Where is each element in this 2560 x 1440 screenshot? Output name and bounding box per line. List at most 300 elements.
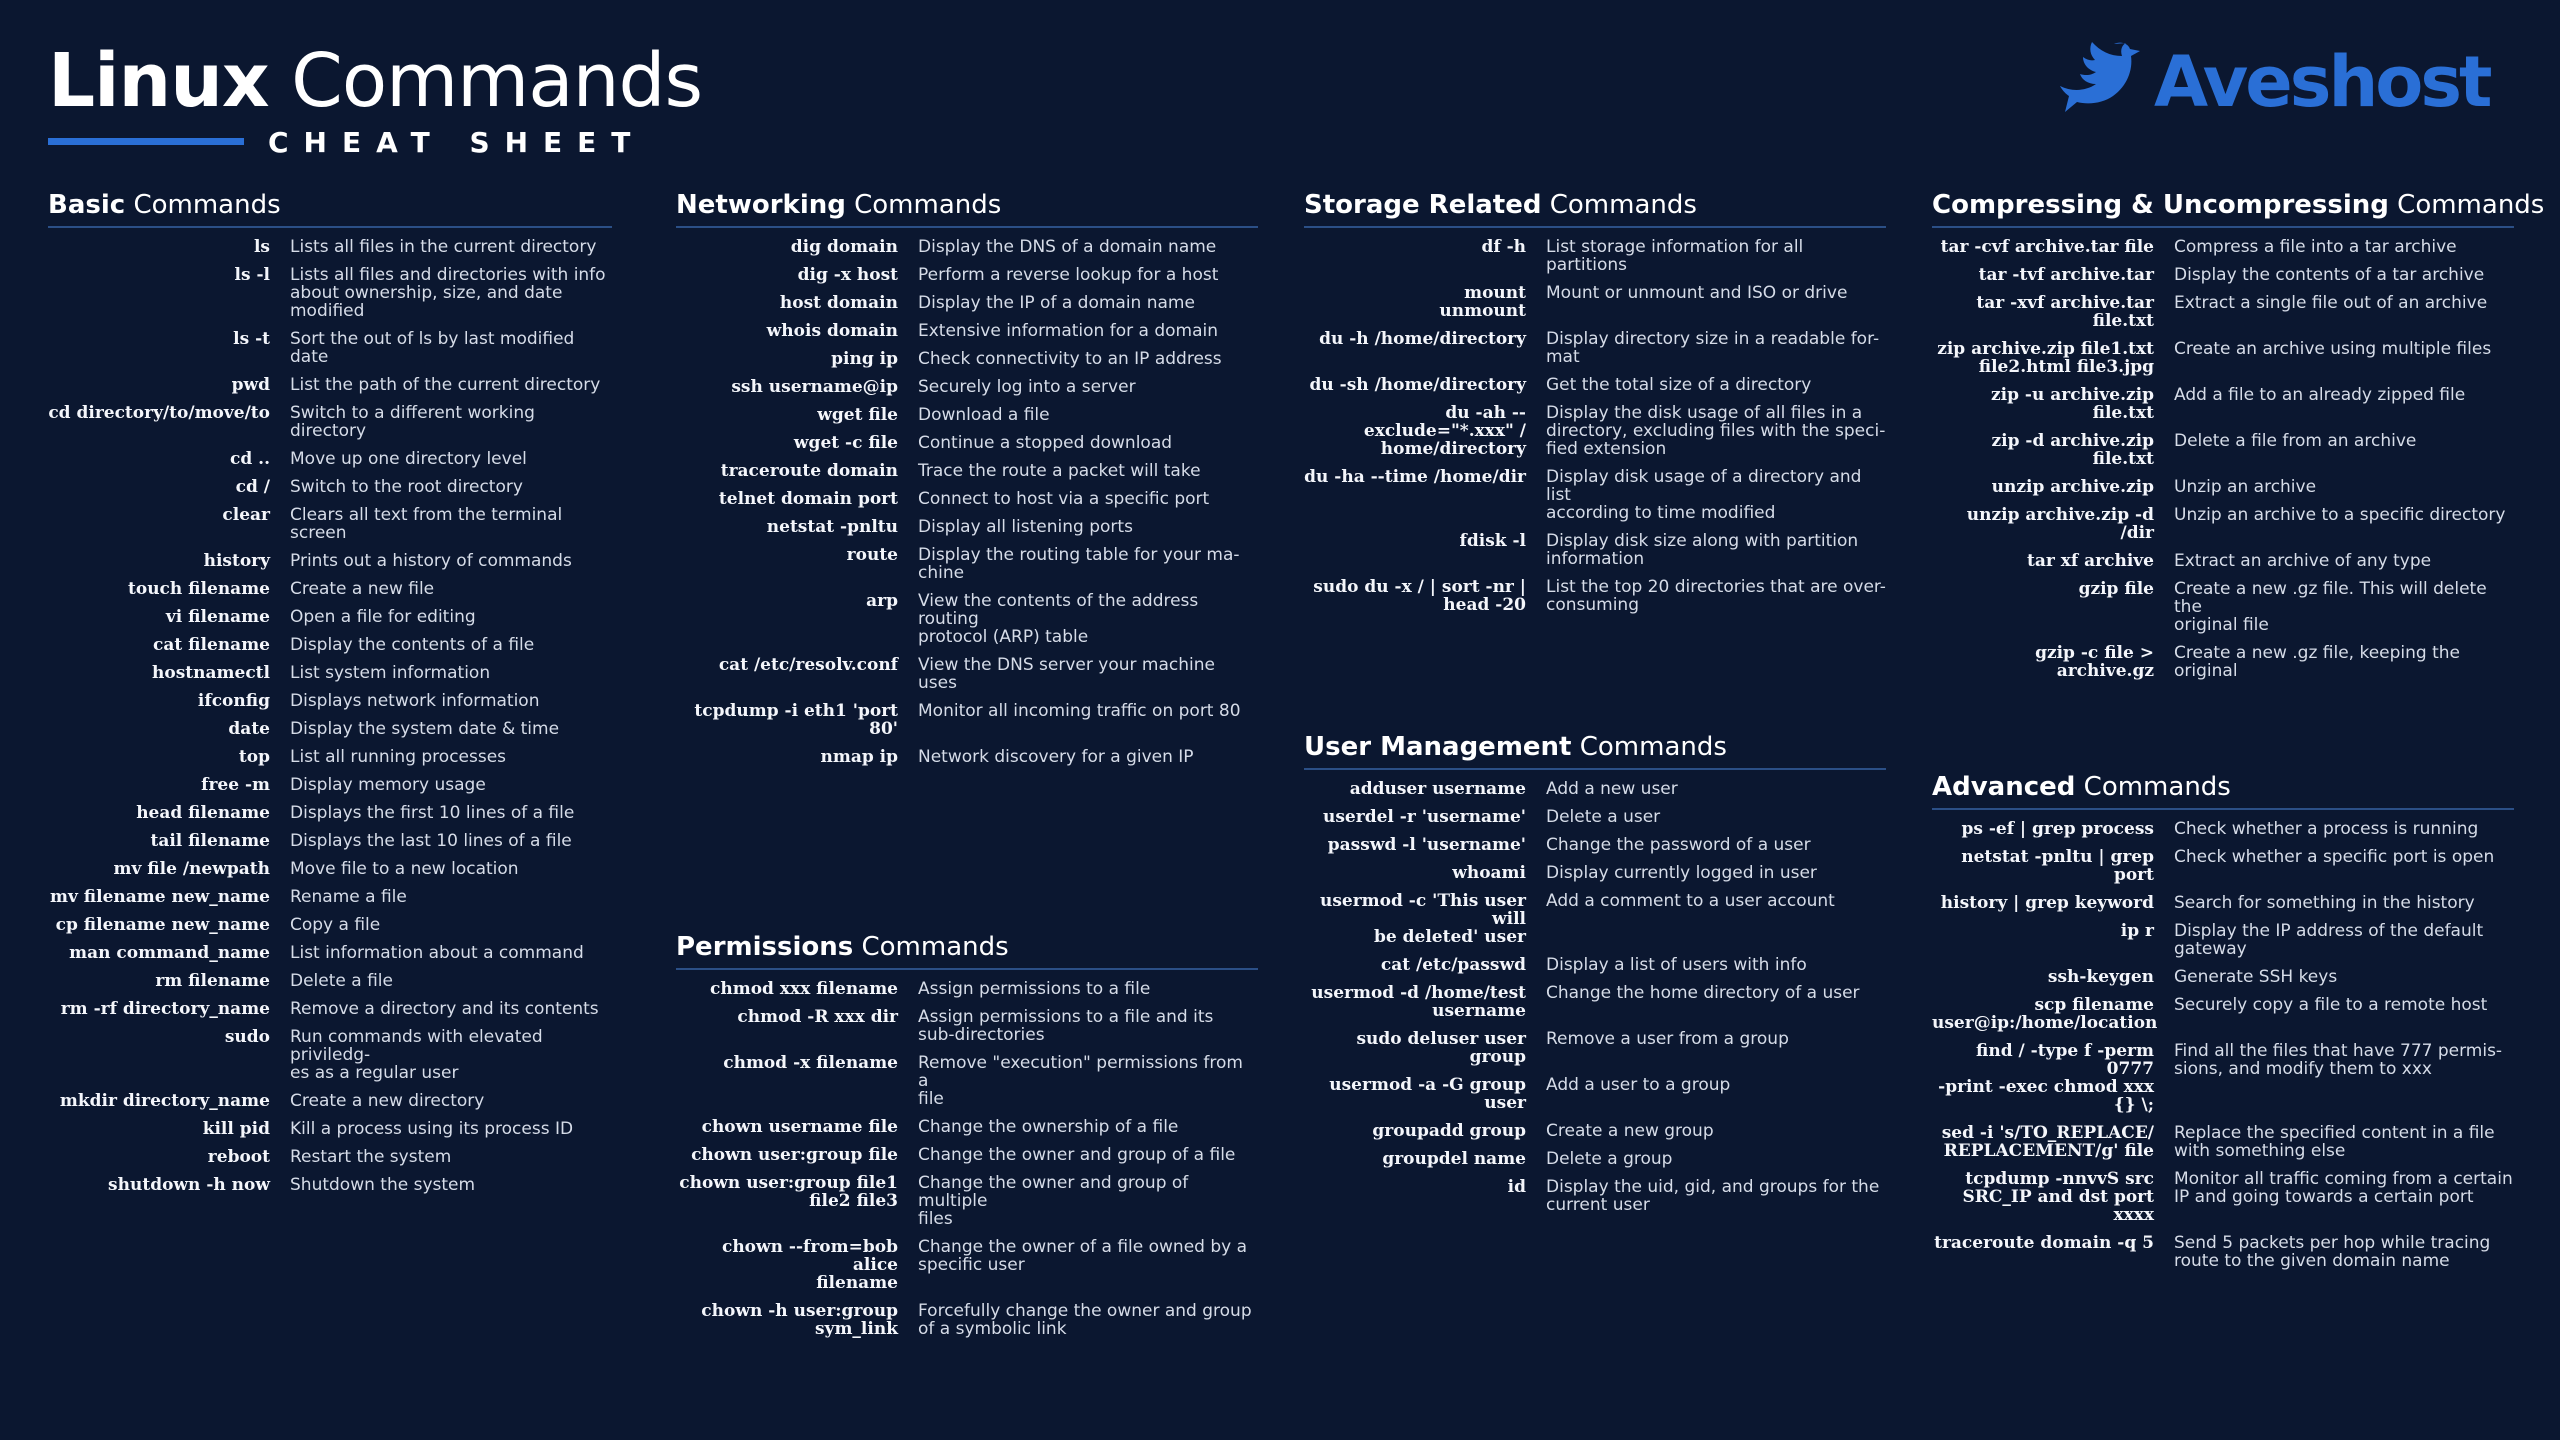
command-text: chown -h user:group sym_link [701, 1301, 898, 1339]
command-text: zip archive.zip file1.txt file2.html file3.jpg [1937, 339, 2154, 377]
command-text: tail filename [150, 831, 270, 851]
command-text: tar -xvf archive.tar file.txt [1976, 293, 2154, 331]
command-description: Displays network information [290, 691, 540, 711]
command-text: chmod -R xxx dir [737, 1007, 898, 1027]
command-description: Securely log into a server [918, 377, 1136, 397]
command-text: usermod -d /home/test username [1311, 983, 1526, 1021]
section-heading-rest: Commands [1579, 732, 1727, 762]
command-row [1932, 506, 2514, 542]
command-text: ls -t [233, 329, 270, 349]
command-text: sed -i 's/TO_REPLACE/ REPLACEMENT/g' file [1941, 1123, 2154, 1161]
command-description: Forcefully change the owner and group of a symbolic link [918, 1301, 1252, 1339]
command-text: mv file /newpath [113, 859, 270, 879]
command-text: ifconfig [197, 691, 270, 711]
command-description: Switch to a different working directory [290, 403, 535, 441]
section-heading [676, 930, 1258, 970]
command-description: Change the ownership of a file [918, 1117, 1179, 1137]
command-description: Shutdown the system [290, 1175, 476, 1195]
command-row [676, 1302, 1258, 1338]
command-description: Open a file for editing [290, 607, 476, 627]
command-row [676, 1146, 1258, 1164]
command-row [1304, 330, 1886, 366]
section-heading-rest: Commands [861, 932, 1009, 962]
command-description: Download a file [918, 405, 1050, 425]
command-description: Display all listening ports [918, 517, 1133, 537]
command-text: chown --from=bob alice filename [721, 1237, 898, 1293]
command-text: unzip archive.zip -d /dir [1966, 505, 2154, 543]
command-description: Send 5 packets per hop while tracing route to the given domain name [2174, 1233, 2491, 1271]
command-description: Change the password of a user [1546, 835, 1811, 855]
command-list [1932, 238, 2514, 680]
command-description: Display directory size in a readable for- mat [1546, 329, 1880, 367]
command-description: Display memory usage [290, 775, 486, 795]
command-description: Add a file to an already zipped file [2174, 385, 2466, 405]
command-description: Check whether a process is running [2174, 819, 2479, 839]
command-text: groupdel name [1382, 1149, 1526, 1169]
command-row [48, 238, 612, 256]
command-row [676, 656, 1258, 692]
command-description: Create a new group [1546, 1121, 1714, 1141]
command-text: mount unmount [1439, 283, 1526, 321]
command-row [1304, 1122, 1886, 1140]
command-row [48, 916, 612, 934]
command-description: Unzip an archive to a specific directory [2174, 505, 2506, 525]
command-row [48, 478, 612, 496]
section-heading-rest: Commands [2397, 190, 2545, 220]
command-row [48, 1120, 612, 1138]
command-row [1304, 468, 1886, 522]
command-row [48, 404, 612, 440]
command-description: Continue a stopped download [918, 433, 1173, 453]
command-description: Display disk size along with partition information [1546, 531, 1859, 569]
command-text: ip r [2120, 921, 2154, 941]
command-text: ping ip [831, 349, 898, 369]
command-text: cd .. [230, 449, 270, 469]
command-description: Extensive information for a domain [918, 321, 1218, 341]
section-heading-bold: Compressing & Uncompressing [1932, 190, 2389, 220]
section-basic-commands [48, 188, 612, 1194]
command-row [48, 330, 612, 366]
command-row [1932, 820, 2514, 838]
command-description: List system information [290, 663, 491, 683]
command-description: Add a user to a group [1546, 1075, 1731, 1095]
command-text: passwd -l 'username' [1327, 835, 1526, 855]
command-list [676, 980, 1258, 1338]
command-row [48, 450, 612, 468]
command-row [1304, 1030, 1886, 1066]
command-text: pwd [231, 375, 270, 395]
subtitle-row [48, 126, 648, 160]
command-row [48, 1028, 612, 1082]
command-text: chown user:group file1 file2 file3 [679, 1173, 898, 1211]
command-text: adduser username [1349, 779, 1526, 799]
command-text: gzip file [2078, 579, 2154, 599]
command-text: wget -c file [793, 433, 898, 453]
command-row [1932, 386, 2514, 422]
title-main [48, 36, 703, 126]
command-text: mkdir directory_name [59, 1091, 270, 1111]
command-text: ps -ef | grep process [1961, 819, 2154, 839]
command-text: cat /etc/passwd [1380, 955, 1526, 975]
command-description: List all running processes [290, 747, 507, 767]
command-text: sudo du -x / | sort -nr | head -20 [1313, 577, 1526, 615]
command-description: Remove a user from a group [1546, 1029, 1789, 1049]
section-heading [1932, 770, 2514, 810]
command-list [1304, 780, 1886, 1214]
command-row [48, 664, 612, 682]
command-row [48, 580, 612, 598]
command-description: Display the system date & time [290, 719, 560, 739]
command-row [1304, 1150, 1886, 1168]
command-text: cd / [235, 477, 270, 497]
command-text: find / -type f -perm 0777 -print -exec chmod xxx {} \; [1938, 1041, 2154, 1115]
command-text: date [228, 719, 270, 739]
command-row [1932, 894, 2514, 912]
command-row [676, 294, 1258, 312]
title-bold: Linux [48, 38, 269, 124]
command-text: netstat -pnltu | grep port [1961, 847, 2154, 885]
command-row [48, 692, 612, 710]
section-heading-bold: Networking [676, 190, 846, 220]
command-text: chmod -x filename [723, 1053, 898, 1073]
command-text: tar xf archive [2027, 551, 2154, 571]
command-description: Add a new user [1546, 779, 1678, 799]
command-row [1304, 284, 1886, 320]
command-text: chown username file [701, 1117, 898, 1137]
command-description: Lists all files and directories with info about ownership, size, and date modified [290, 265, 606, 321]
command-row [1304, 1178, 1886, 1214]
command-row [48, 1000, 612, 1018]
command-row [1932, 848, 2514, 884]
command-row [676, 702, 1258, 738]
command-text: du -h /home/directory [1319, 329, 1526, 349]
command-row [48, 860, 612, 878]
command-row [676, 1008, 1258, 1044]
command-row [1304, 238, 1886, 274]
command-description: Check connectivity to an IP address [918, 349, 1222, 369]
command-text: tcpdump -nnvvS src SRC_IP and dst port xxxx [1962, 1169, 2154, 1225]
command-description: Find all the files that have 777 permis- sions, and modify them to xxx [2174, 1041, 2503, 1079]
command-row [1304, 780, 1886, 798]
command-row [48, 376, 612, 394]
command-row [1932, 1042, 2514, 1114]
command-description: Create a new .gz file, keeping the original [2174, 643, 2461, 681]
command-text: ls [253, 237, 270, 257]
command-row [48, 748, 612, 766]
command-row [48, 972, 612, 990]
command-text: history | grep keyword [1940, 893, 2154, 913]
section-advanced-commands [1932, 770, 2514, 1270]
command-description: Replace the specified content in a file with something else [2174, 1123, 2495, 1161]
command-text: ssh username@ip [731, 377, 898, 397]
command-row [48, 776, 612, 794]
command-description: Create an archive using multiple files [2174, 339, 2492, 359]
command-description: Extract a single file out of an archive [2174, 293, 2488, 313]
command-text: gzip -c file > archive.gz [2035, 643, 2154, 681]
section-heading-bold: Permissions [676, 932, 854, 962]
command-text: telnet domain port [718, 489, 898, 509]
command-description: Display the contents of a tar archive [2174, 265, 2485, 285]
section-heading [48, 188, 612, 228]
section-heading-bold: Basic [48, 190, 126, 220]
command-row [676, 434, 1258, 452]
command-description: Run commands with elevated priviledg- es as a regular user [290, 1027, 543, 1083]
command-text: dig domain [790, 237, 898, 257]
command-row [1932, 968, 2514, 986]
command-text: ls -l [234, 265, 270, 285]
command-row [676, 748, 1258, 766]
subtitle: CHEAT SHEET [268, 126, 646, 159]
command-row [676, 490, 1258, 508]
command-description: Compress a file into a tar archive [2174, 237, 2457, 257]
command-row [1932, 1170, 2514, 1224]
command-text: whois domain [766, 321, 898, 341]
command-row [1304, 864, 1886, 882]
command-text: netstat -pnltu [766, 517, 898, 537]
command-list [1932, 820, 2514, 1270]
command-row [1304, 956, 1886, 974]
command-list [48, 238, 612, 1194]
command-text: tar -tvf archive.tar [1978, 265, 2154, 285]
command-row [1304, 532, 1886, 568]
section-storage-commands [1304, 188, 1886, 614]
command-text: cat filename [153, 635, 270, 655]
command-description: Search for something in the history [2174, 893, 2475, 913]
command-row [1304, 1076, 1886, 1112]
command-row [1304, 808, 1886, 826]
command-row [1932, 1124, 2514, 1160]
command-row [48, 944, 612, 962]
command-description: Check whether a specific port is open [2174, 847, 2495, 867]
command-row [48, 1176, 612, 1194]
command-description: Remove a directory and its contents [290, 999, 599, 1019]
command-description: List storage information for all partitions [1546, 237, 1804, 275]
command-description: Display disk usage of a directory and list according to time modified [1546, 467, 1862, 523]
command-row [676, 518, 1258, 536]
command-description: Display the disk usage of all files in a directory, excluding files with the speci- fied extension [1546, 403, 1886, 459]
section-heading-rest: Commands [1549, 190, 1697, 220]
command-description: Assign permissions to a file [918, 979, 1151, 999]
command-text: traceroute domain -q 5 [1934, 1233, 2154, 1253]
command-text: top [238, 747, 270, 767]
command-text: touch filename [128, 579, 270, 599]
command-row [676, 406, 1258, 424]
command-row [48, 506, 612, 542]
page-title [48, 36, 703, 160]
command-description: Connect to host via a specific port [918, 489, 1210, 509]
section-permissions-commands [676, 930, 1258, 1338]
command-text: kill pid [202, 1119, 270, 1139]
command-description: Lists all files in the current directory [290, 237, 597, 257]
command-text: scp filename user@ip:/home/location [1932, 995, 2158, 1033]
command-row [676, 322, 1258, 340]
command-row [1932, 266, 2514, 284]
command-row [1932, 238, 2514, 256]
bird-icon [2060, 40, 2150, 122]
command-description: List the top 20 directories that are over- consuming [1546, 577, 1886, 615]
command-description: Mount or unmount and ISO or drive [1546, 283, 1848, 303]
command-description: Delete a file from an archive [2174, 431, 2417, 451]
title-light: Commands [291, 38, 703, 124]
command-row [48, 832, 612, 850]
command-row [48, 608, 612, 626]
command-row [676, 1054, 1258, 1108]
command-description: Change the owner and group of multiple files [918, 1173, 1189, 1229]
command-description: List the path of the current directory [290, 375, 601, 395]
command-description: Move file to a new location [290, 859, 519, 879]
command-row [1932, 340, 2514, 376]
command-text: rm -rf directory_name [60, 999, 270, 1019]
command-row [676, 462, 1258, 480]
command-text: usermod -a -G group user [1329, 1075, 1526, 1113]
section-heading-bold: Storage Related [1304, 190, 1542, 220]
command-text: hostnamectl [152, 663, 270, 683]
command-row [676, 980, 1258, 998]
section-heading-bold: Advanced [1932, 772, 2076, 802]
section-networking-commands [676, 188, 1258, 766]
command-description: Display the IP address of the default gateway [2174, 921, 2484, 959]
command-description: Move up one directory level [290, 449, 527, 469]
section-heading-rest: Commands [854, 190, 1002, 220]
command-description: View the DNS server your machine uses [918, 655, 1215, 693]
command-text: zip -u archive.zip file.txt [1990, 385, 2154, 423]
command-text: route [846, 545, 898, 565]
command-description: Create a new directory [290, 1091, 485, 1111]
command-text: id [1507, 1177, 1526, 1197]
command-row [1932, 432, 2514, 468]
command-text: du -ha --time /home/dir [1304, 467, 1526, 487]
command-row [676, 592, 1258, 646]
command-description: Add a comment to a user account [1546, 891, 1835, 911]
command-text: vi filename [165, 607, 270, 627]
command-row [676, 1174, 1258, 1228]
command-row [676, 378, 1258, 396]
command-description: Display the DNS of a domain name [918, 237, 1217, 257]
command-description: Delete a group [1546, 1149, 1673, 1169]
command-row [676, 546, 1258, 582]
command-text: tcpdump -i eth1 'port 80' [694, 701, 898, 739]
command-text: reboot [207, 1147, 270, 1167]
command-text: clear [222, 505, 270, 525]
command-description: Display the contents of a file [290, 635, 535, 655]
command-description: Display currently logged in user [1546, 863, 1817, 883]
command-description: Unzip an archive [2174, 477, 2317, 497]
command-text: sudo deluser user group [1356, 1029, 1526, 1067]
command-row [1304, 404, 1886, 458]
command-text: du -sh /home/directory [1309, 375, 1526, 395]
command-description: Display a list of users with info [1546, 955, 1807, 975]
command-row [48, 636, 612, 654]
command-description: Restart the system [290, 1147, 452, 1167]
command-description: Get the total size of a directory [1546, 375, 1812, 395]
command-description: Monitor all traffic coming from a certain IP and going towards a certain port [2174, 1169, 2513, 1207]
command-row [1304, 578, 1886, 614]
command-description: Extract an archive of any type [2174, 551, 2432, 571]
section-heading [1304, 730, 1886, 770]
command-list [1304, 238, 1886, 614]
command-text: usermod -c 'This user will be deleted' user [1319, 891, 1526, 947]
command-description: Displays the first 10 lines of a file [290, 803, 575, 823]
command-row [48, 266, 612, 320]
command-description: Network discovery for a given IP [918, 747, 1194, 767]
command-text: rm filename [155, 971, 270, 991]
command-description: List information about a command [290, 943, 584, 963]
command-description: Securely copy a file to a remote host [2174, 995, 2488, 1015]
brand-logo [2060, 36, 2490, 126]
command-text: arp [866, 591, 898, 611]
command-row [1304, 836, 1886, 854]
command-description: Clears all text from the terminal screen [290, 505, 563, 543]
command-text: head filename [136, 803, 270, 823]
command-description: Copy a file [290, 915, 381, 935]
command-row [48, 804, 612, 822]
command-description: Assign permissions to a file and its sub-directories [918, 1007, 1214, 1045]
command-description: Sort the out of ls by last modified date [290, 329, 575, 367]
command-row [1932, 552, 2514, 570]
command-row [1932, 1234, 2514, 1270]
command-row [676, 238, 1258, 256]
command-list [676, 238, 1258, 766]
command-text: dig -x host [797, 265, 898, 285]
command-text: sudo [224, 1027, 270, 1047]
command-row [48, 888, 612, 906]
command-text: userdel -r 'username' [1322, 807, 1526, 827]
command-description: Display the IP of a domain name [918, 293, 1195, 313]
command-description: Delete a file [290, 971, 393, 991]
command-row [48, 1148, 612, 1166]
command-row [676, 266, 1258, 284]
command-text: wget file [817, 405, 898, 425]
command-row [1304, 892, 1886, 946]
section-compressing-commands [1932, 188, 2545, 681]
command-text: ssh-keygen [2047, 967, 2154, 987]
command-description: Generate SSH keys [2174, 967, 2338, 987]
command-text: nmap ip [820, 747, 898, 767]
command-description: Create a new file [290, 579, 435, 599]
command-description: Change the owner and group of a file [918, 1145, 1236, 1165]
command-text: df -h [1481, 237, 1526, 257]
section-heading-rest: Commands [133, 190, 281, 220]
command-description: Change the owner of a file owned by a specific user [918, 1237, 1248, 1275]
command-description: Perform a reverse lookup for a host [918, 265, 1219, 285]
command-description: Trace the route a packet will take [918, 461, 1201, 481]
command-text: chmod xxx filename [710, 979, 898, 999]
command-description: Rename a file [290, 887, 407, 907]
command-row [1304, 376, 1886, 394]
command-description: Kill a process using its process ID [290, 1119, 574, 1139]
command-text: groupadd group [1372, 1121, 1526, 1141]
command-text: cd directory/to/move/to [48, 403, 270, 423]
command-text: mv filename new_name [49, 887, 270, 907]
command-description: Display the routing table for your ma- chine [918, 545, 1240, 583]
section-heading [1304, 188, 1886, 228]
command-description: Prints out a history of commands [290, 551, 572, 571]
section-heading-bold: User Management [1304, 732, 1572, 762]
command-text: zip -d archive.zip file.txt [1991, 431, 2154, 469]
command-text: free -m [201, 775, 270, 795]
command-description: View the contents of the address routing protocol (ARP) table [918, 591, 1199, 647]
command-text: shutdown -h now [108, 1175, 270, 1195]
command-text: du -ah --exclude="*.xxx" / home/directory [1363, 403, 1526, 459]
command-row [1932, 644, 2514, 680]
command-row [1932, 478, 2514, 496]
command-text: chown user:group file [691, 1145, 898, 1165]
command-description: Displays the last 10 lines of a file [290, 831, 572, 851]
command-text: cat /etc/resolv.conf [718, 655, 898, 675]
section-user-management-commands [1304, 730, 1886, 1214]
command-text: host domain [779, 293, 898, 313]
command-description: Monitor all incoming traffic on port 80 [918, 701, 1241, 721]
